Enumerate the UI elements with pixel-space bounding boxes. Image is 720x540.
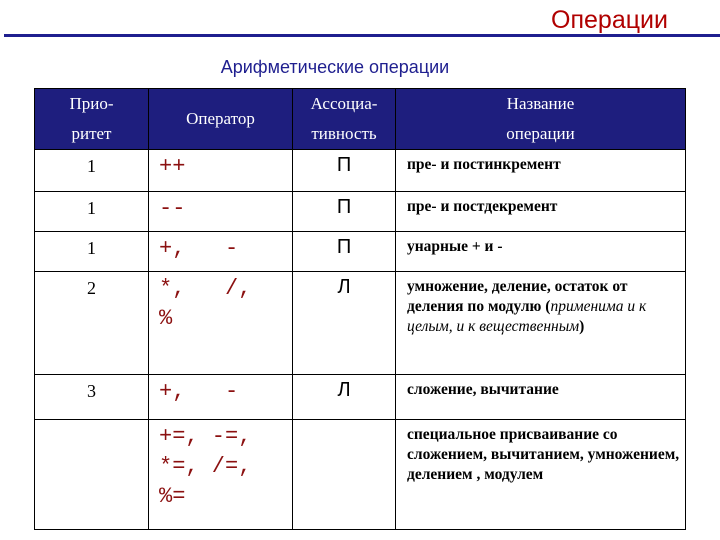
operation-note-open: ( (545, 298, 551, 315)
priority-cell: 3 (35, 375, 149, 420)
slide-subtitle: Арифметические операции (220, 57, 450, 77)
operation-note: применима и к целым, и к вещественным (407, 298, 647, 335)
priority-cell: 1 (35, 232, 149, 272)
operation-name-cell (396, 272, 686, 375)
priority-cell (35, 420, 149, 530)
operator-cell: +=, -=, *=, /=, %= (149, 420, 293, 530)
table-row (35, 232, 686, 272)
header-name-line1: Название (506, 94, 575, 113)
header-operator (149, 89, 293, 150)
header-priority-line2: ритет (71, 124, 112, 143)
operation-name-cell: унарные + и - (396, 232, 686, 272)
operator-cell: +, - (149, 232, 293, 272)
table-row (35, 420, 686, 530)
operations-table (34, 88, 686, 530)
header-associativity (293, 89, 396, 150)
header-priority (35, 89, 149, 150)
table-header-row (35, 89, 686, 150)
header-priority-line1: Прио- (69, 94, 114, 113)
header-name-line2: операции (506, 124, 575, 143)
operation-note-close: ) (579, 318, 585, 335)
operation-name-text: умножение, деление, остаток от деления по модулю (407, 278, 628, 315)
table-row (35, 272, 686, 375)
operation-name-cell: пре- и постдекремент (396, 192, 686, 232)
associativity-cell: Л (293, 375, 396, 420)
associativity-cell: П (293, 192, 396, 232)
priority-cell: 2 (35, 272, 149, 375)
header-assoc-line1: Ассоциа- (310, 94, 378, 113)
priority-cell: 1 (35, 192, 149, 232)
operator-cell: +, - (149, 375, 293, 420)
operation-name-cell: пре- и постинкремент (396, 150, 686, 192)
associativity-cell: П (293, 232, 396, 272)
slide-title: Операции (551, 6, 668, 34)
operator-cell: -- (149, 192, 293, 232)
header-operation-name (396, 89, 686, 150)
table-row (35, 375, 686, 420)
table-row (35, 150, 686, 192)
priority-cell: 1 (35, 150, 149, 192)
associativity-cell (293, 420, 396, 530)
operation-name-cell: сложение, вычитание (396, 375, 686, 420)
operator-cell: ++ (149, 150, 293, 192)
header-assoc-line2: тивность (311, 124, 377, 143)
title-divider (4, 34, 720, 37)
operator-cell: *, /, % (149, 272, 293, 375)
table-row (35, 192, 686, 232)
operation-name-cell: специальное присваивание со сложением, вычитанием, умножением, делением , модулем (396, 420, 686, 530)
associativity-cell: П (293, 150, 396, 192)
header-operator-label: Оператор (186, 109, 255, 128)
associativity-cell: Л (293, 272, 396, 375)
